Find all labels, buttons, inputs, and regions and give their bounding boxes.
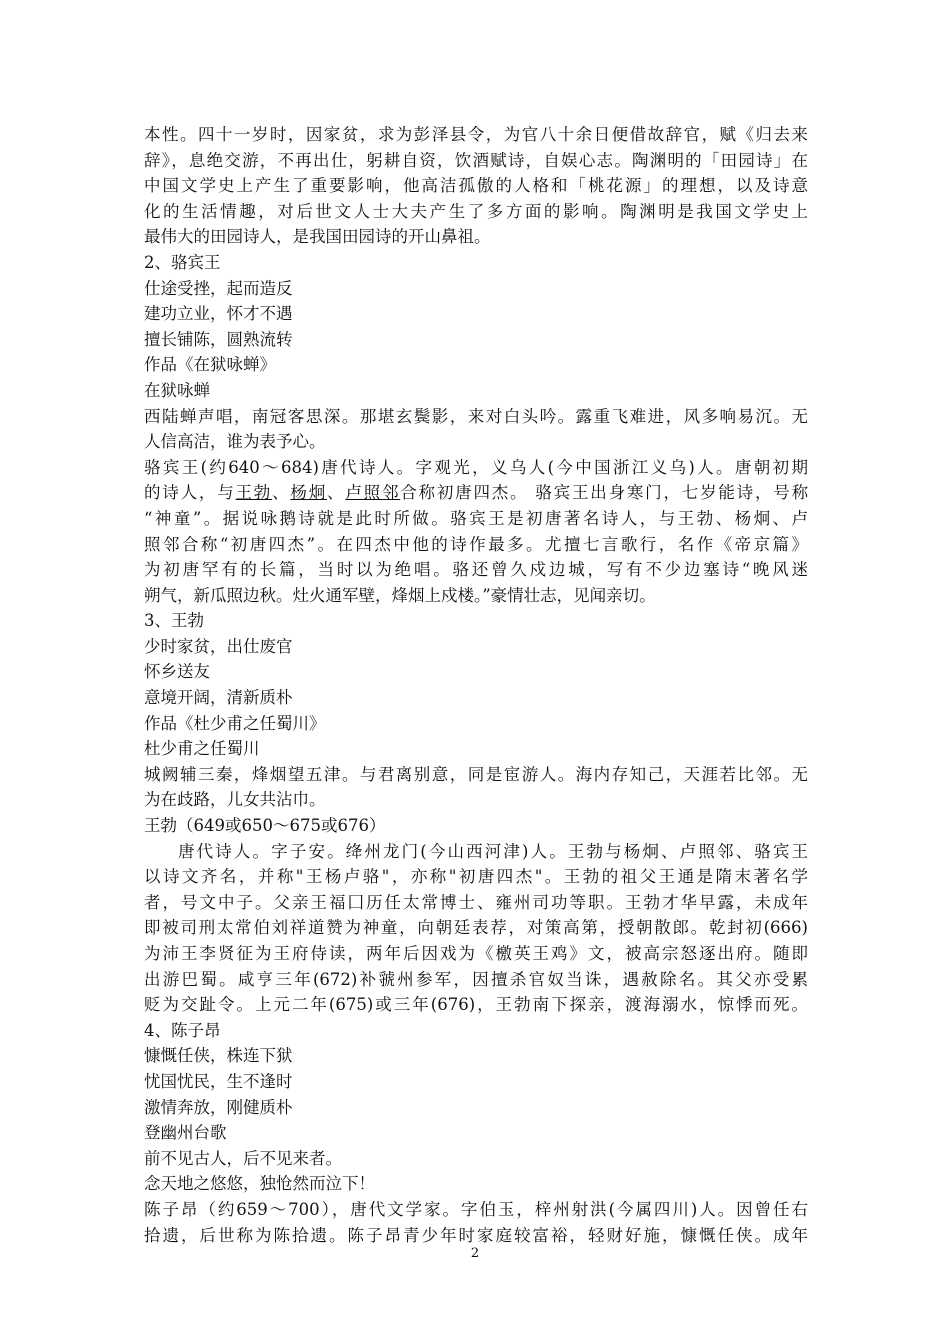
text-line: 出游巴蜀。咸亨三年(672)补虢州参军，因擅杀官奴当诛，遇赦除名。其父亦受累: [144, 969, 808, 989]
text-line: 作品《杜少甫之任蜀川》: [144, 713, 326, 733]
name-link[interactable]: 王勃: [235, 483, 273, 503]
text-line: 为在歧路，儿女共沾巾。: [144, 790, 326, 810]
text-line: 少时家贫，出仕废官: [144, 636, 293, 656]
text-line: 朔气，新瓜照边秋。灶火通军壁，烽烟上戍楼。”豪情壮志，见闻亲切。: [144, 585, 656, 605]
text-line: 杜少甫之任蜀川: [144, 739, 260, 759]
text-line: 照邻合称“初唐四杰”。在四杰中他的诗作最多。尤擅七言歌行，名作《帝京篇》: [144, 534, 808, 554]
text-line: 擅长铺陈，圆熟流转: [144, 329, 293, 349]
separator: 、: [327, 483, 346, 503]
document-body: [144, 122, 808, 1248]
text-line: 慷慨任侠，株连下狱: [144, 1046, 293, 1066]
text-line: 化的生活情趣，对后世文人士大夫产生了多方面的影响。陶渊明是我国文学史上: [144, 201, 808, 221]
text-line: 中国文学史上产生了重要影响，他高洁孤傲的人格和「桃花源」的理想，以及诗意: [144, 176, 808, 196]
text-line: 王勃（649或650～675或676）: [144, 816, 386, 836]
text-line: 即被司刑太常伯刘祥道赞为神童，向朝廷表荐，对策高第，授朝散郎。乾封初(666): [144, 918, 808, 938]
separator: 、: [272, 483, 291, 503]
name-link[interactable]: 杨炯: [290, 483, 328, 503]
text-line: 激情奔放，刚健质朴: [144, 1097, 293, 1117]
text-span: 合称初唐四杰。 骆宾王出身寒门，七岁能诗，号称: [400, 483, 809, 503]
text-line: 西陆蝉声唱，南冠客思深。那堪玄鬓影，来对白头吟。露重飞难进，风多响易沉。无: [144, 406, 808, 426]
text-line: 拾遗，后世称为陈拾遗。陈子昂青少年时家庭较富裕，轻财好施，慷慨任侠。成年: [144, 1225, 808, 1245]
text-line: 登幽州台歌: [144, 1123, 227, 1143]
text-line: 意境开阔，清新质朴: [144, 688, 293, 708]
text-line: 为初唐罕有的长篇，当时以为绝唱。骆还曾久戍边城，写有不少边塞诗“晚风迷: [144, 560, 808, 580]
page-number: 2: [470, 1246, 480, 1261]
text-line: 3、王勃: [144, 611, 204, 631]
text-line: 辞》，息绝交游，不再出仕，躬耕自资，饮酒赋诗，自娱心志。陶渊明的「田园诗」在: [144, 150, 808, 170]
text-line: [144, 480, 808, 506]
text-line: 人信高洁，谁为表予心。: [144, 432, 326, 452]
text-line: 念天地之悠悠，独怆然而泣下！: [144, 1174, 375, 1194]
text-line: 4、陈子昂: [144, 1020, 221, 1040]
text-line: 仕途受挫，起而造反: [144, 278, 293, 298]
name-link[interactable]: 卢照邻: [345, 483, 401, 503]
text-line: 2、骆宾王: [144, 252, 221, 272]
text-line: 为沛王李贤征为王府侍读，两年后因戏为《檄英王鸡》文，被高宗怒逐出府。随即: [144, 944, 808, 963]
text-line: 唐代诗人。字子安。绛州龙门(今山西河津)人。王勃与杨炯、卢照邻、骆宾王: [178, 841, 808, 861]
text-line: 建功立业，怀才不遇: [144, 304, 293, 324]
text-line: 者，号文中子。父亲王福囗历任太常博士、雍州司功等职。王勃才华早露，未成年: [144, 892, 808, 912]
text-line: 贬为交趾令。上元二年(675)或三年(676)，王勃南下探亲，渡海溺水，惊悸而死。: [144, 995, 808, 1015]
text-line: 作品《在狱咏蝉》: [144, 355, 276, 375]
text-line: 在狱咏蝉: [144, 380, 210, 400]
text-line: 城阙辅三秦，烽烟望五津。与君离别意，同是宦游人。海内存知己，天涯若比邻。无: [144, 764, 808, 784]
text-line: 怀乡送友: [144, 662, 210, 682]
text-line: 骆宾王(约640～684)唐代诗人。字观光，义乌人(今中国浙江义乌)人。唐朝初期: [144, 457, 808, 477]
text-line: 忧国忧民，生不逢时: [144, 1071, 293, 1091]
text-line: 前不见古人，后不见来者。: [144, 1148, 342, 1168]
text-line: 陈子昂（约659～700），唐代文学家。字伯玉，梓州射洪(今属四川)人。因曾任右: [144, 1199, 808, 1219]
text-line: “神童”。据说咏鹅诗就是此时所做。骆宾王是初唐著名诗人，与王勃、杨炯、卢: [144, 508, 808, 528]
text-line: 以诗文齐名，并称"王杨卢骆"，亦称"初唐四杰"。王勃的祖父王通是隋末著名学: [144, 867, 808, 887]
text-span: 的诗人，与: [144, 483, 236, 503]
text-line: 最伟大的田园诗人，是我国田园诗的开山鼻祖。: [144, 227, 491, 247]
text-line: 本性。四十一岁时，因家贫，求为彭泽县令，为官八十余日便借故辞官，赋《归去来: [144, 125, 808, 144]
